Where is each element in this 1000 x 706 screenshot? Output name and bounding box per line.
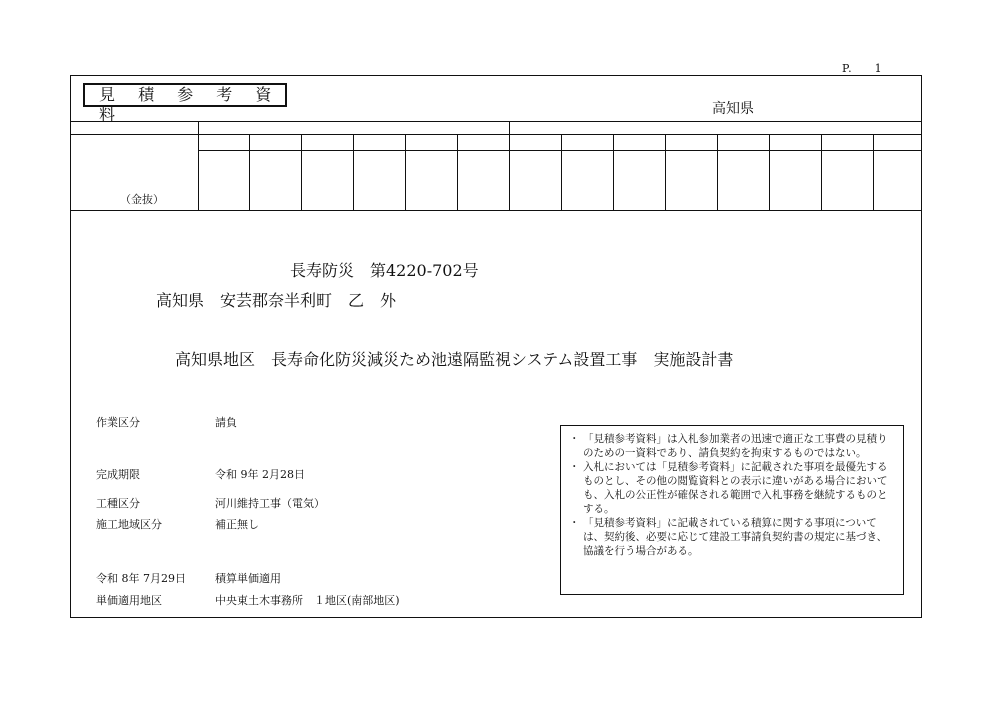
prefecture-name: 高知県 bbox=[712, 101, 754, 117]
notice-item: ・ 「見積参考資料」は入札参加業者の迅速で適正な工事費の見積りのための一資料であり、請負契約を拘束するものではない。 bbox=[571, 432, 893, 460]
price-date-label: 令和 8年 7月29日 bbox=[96, 572, 186, 585]
digit-column bbox=[613, 134, 614, 210]
category-value: 河川維持工事（電気） bbox=[215, 497, 325, 510]
price-date-value: 積算単価適用 bbox=[215, 572, 281, 585]
digit-column bbox=[301, 134, 302, 210]
deadline-value: 令和 9年 2月28日 bbox=[215, 468, 305, 481]
amount-excluded-label: （金抜） bbox=[120, 193, 164, 206]
digit-column bbox=[405, 134, 406, 210]
page-number-value: 1 bbox=[874, 62, 883, 75]
digit-column bbox=[769, 134, 770, 210]
deadline-label: 完成期限 bbox=[96, 468, 140, 481]
page-number bbox=[842, 62, 883, 75]
notice-box bbox=[560, 425, 904, 595]
project-location: 高知県 安芸郡奈半利町 乙 外 bbox=[156, 291, 397, 310]
region-class-label: 施工地域区分 bbox=[96, 518, 162, 531]
digit-column bbox=[873, 134, 874, 210]
digit-column bbox=[561, 134, 562, 210]
project-name: 高知県地区 長寿命化防災減災ため池遠隔監視システム設置工事 実施設計書 bbox=[175, 350, 734, 369]
digit-column bbox=[457, 134, 458, 210]
work-type-value: 請負 bbox=[215, 416, 237, 429]
project-number: 長寿防災 第4220-702号 bbox=[290, 261, 479, 280]
digit-column bbox=[353, 134, 354, 210]
notice-item: ・ 入札においては「見積参考資料」に記載された事項を最優先するものとし、その他の閲覧資料との表示に違いがある場合においても、入札の公正性が確保される範囲で入札事務を継続するものとする。 bbox=[571, 460, 893, 516]
notice-item: ・ 「見積参考資料」に記載されている積算に関する事項については、契約後、必要に応じて建設工事請負契約書の規定に基づき、協議を行う場合がある。 bbox=[571, 516, 893, 558]
price-area-value: 中央東土木事務所 １地区(南部地区) bbox=[215, 594, 400, 607]
region-class-value: 補正無し bbox=[215, 518, 259, 531]
page-label: P. bbox=[842, 62, 853, 75]
digit-column bbox=[249, 134, 250, 210]
digit-column bbox=[717, 134, 718, 210]
header-divider bbox=[198, 121, 199, 210]
digit-column bbox=[665, 134, 666, 210]
header-rule bbox=[71, 210, 921, 211]
digit-column bbox=[821, 134, 822, 210]
work-type-label: 作業区分 bbox=[96, 416, 140, 429]
document-title: 見 積 参 考 資 料 bbox=[83, 83, 287, 107]
category-label: 工種区分 bbox=[96, 497, 140, 510]
header-divider bbox=[509, 121, 510, 210]
header-rule bbox=[198, 150, 921, 151]
price-area-label: 単価適用地区 bbox=[96, 594, 162, 607]
